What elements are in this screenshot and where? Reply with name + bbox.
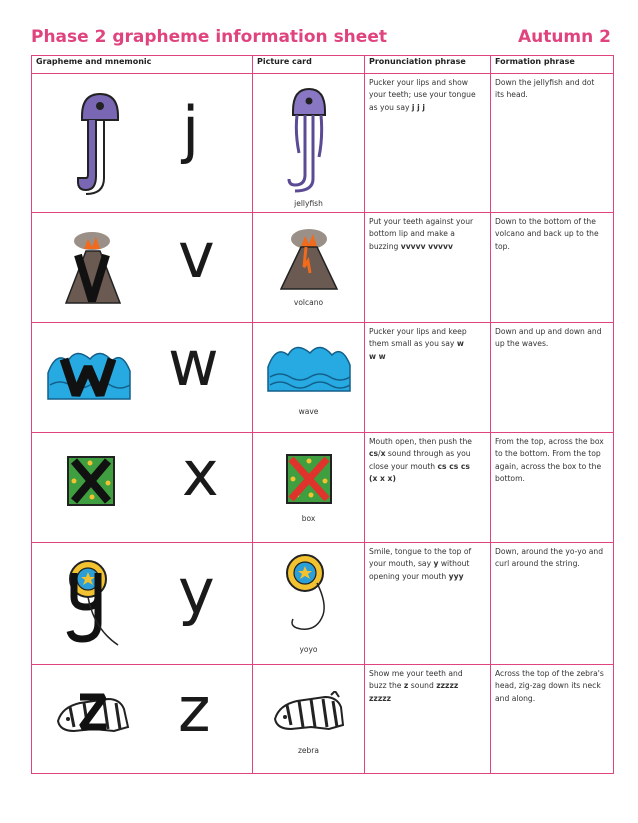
pronunciation-phrase: Pucker your lips and keep them small as you say w w w xyxy=(369,327,467,361)
table-row xyxy=(32,323,614,433)
column-header: Pronunciation phrase xyxy=(365,56,491,74)
wave-icon xyxy=(266,341,352,393)
picture-card-cell xyxy=(253,433,365,543)
column-header: Grapheme and mnemonic xyxy=(32,56,253,74)
column-header: Formation phrase xyxy=(491,56,614,74)
box-icon xyxy=(285,453,333,505)
column-header: Picture card xyxy=(253,56,365,74)
pronunciation-phrase: Put your teeth against your bottom lip and make a buzzing vvvvv vvvvv xyxy=(369,217,474,251)
table-row xyxy=(32,213,614,323)
picture-card-cell xyxy=(253,213,365,323)
table-header-row xyxy=(32,56,614,74)
picture-label: jellyfish xyxy=(294,199,323,208)
grapheme-letter: j xyxy=(182,93,200,166)
picture-label: volcano xyxy=(293,298,324,307)
jellyfish-icon xyxy=(287,83,331,193)
zebra-letter-mnemonic xyxy=(54,691,132,735)
volcano-icon xyxy=(279,227,339,291)
grapheme-letter: x xyxy=(182,437,219,510)
grapheme-table xyxy=(31,55,614,774)
picture-card-cell xyxy=(253,323,365,433)
pronunciation-cell xyxy=(365,323,491,433)
grapheme-letter: v xyxy=(178,219,215,292)
grapheme-cell xyxy=(32,74,253,213)
formation-cell xyxy=(491,433,614,543)
picture-label: yoyo xyxy=(299,645,318,654)
grapheme-cell xyxy=(32,213,253,323)
pronunciation-cell xyxy=(365,213,491,323)
pronunciation-cell xyxy=(365,433,491,543)
formation-cell xyxy=(491,543,614,665)
pronunciation-cell xyxy=(365,543,491,665)
jellyfish-letter-mnemonic xyxy=(74,86,122,198)
table-row xyxy=(32,433,614,543)
pronunciation-phrase: Show me your teeth and buzz the z sound zzzzz zzzzz xyxy=(369,669,463,703)
grapheme-letter: w xyxy=(168,327,219,400)
pronunciation-cell xyxy=(365,74,491,213)
zebra-icon xyxy=(271,691,347,733)
table-row xyxy=(32,665,614,774)
grapheme-letter: z xyxy=(178,673,211,746)
picture-card-cell xyxy=(253,74,365,213)
picture-label: box xyxy=(301,514,316,523)
yoyo-icon xyxy=(283,553,335,635)
picture-card-cell xyxy=(253,543,365,665)
yoyo-letter-mnemonic xyxy=(64,559,120,651)
wave-letter-mnemonic xyxy=(46,345,132,401)
page-title: Phase 2 grapheme information sheet xyxy=(31,27,387,47)
grapheme-cell xyxy=(32,323,253,433)
formation-phrase: Down the jellyfish and dot its head. xyxy=(495,78,595,100)
formation-phrase: From the top, across the box to the bottom. From the top again, across the box to the bottom. xyxy=(495,437,604,484)
formation-phrase: Down, around the yo-yo and curl around the string. xyxy=(495,547,604,569)
pronunciation-phrase: Mouth open, then push the cs/x sound through as you close your mouth cs cs cs (x x x) xyxy=(369,437,472,484)
grapheme-letter: y xyxy=(178,555,215,628)
grapheme-cell xyxy=(32,543,253,665)
grapheme-cell xyxy=(32,433,253,543)
formation-cell xyxy=(491,665,614,774)
pronunciation-phrase: Smile, tongue to the top of your mouth, say y without opening your mouth yyy xyxy=(369,547,472,581)
formation-cell xyxy=(491,323,614,433)
picture-card-cell xyxy=(253,665,365,774)
table-row xyxy=(32,74,614,213)
formation-cell xyxy=(491,213,614,323)
pronunciation-cell xyxy=(365,665,491,774)
formation-phrase: Down to the bottom of the volcano and back up to the top. xyxy=(495,217,599,251)
grapheme-cell xyxy=(32,665,253,774)
volcano-letter-mnemonic xyxy=(62,229,124,307)
formation-phrase: Across the top of the zebra's head, zig-zag down its neck and along. xyxy=(495,669,604,703)
formation-cell xyxy=(491,74,614,213)
box-letter-mnemonic xyxy=(66,455,116,507)
formation-phrase: Down and up and down and up the waves. xyxy=(495,327,602,349)
pronunciation-phrase: Pucker your lips and show your teeth; use your tongue as you say j j j xyxy=(369,78,476,112)
term-label: Autumn 2 xyxy=(517,27,611,47)
picture-label: wave xyxy=(298,407,319,416)
picture-label: zebra xyxy=(298,746,319,755)
table-row xyxy=(32,543,614,665)
